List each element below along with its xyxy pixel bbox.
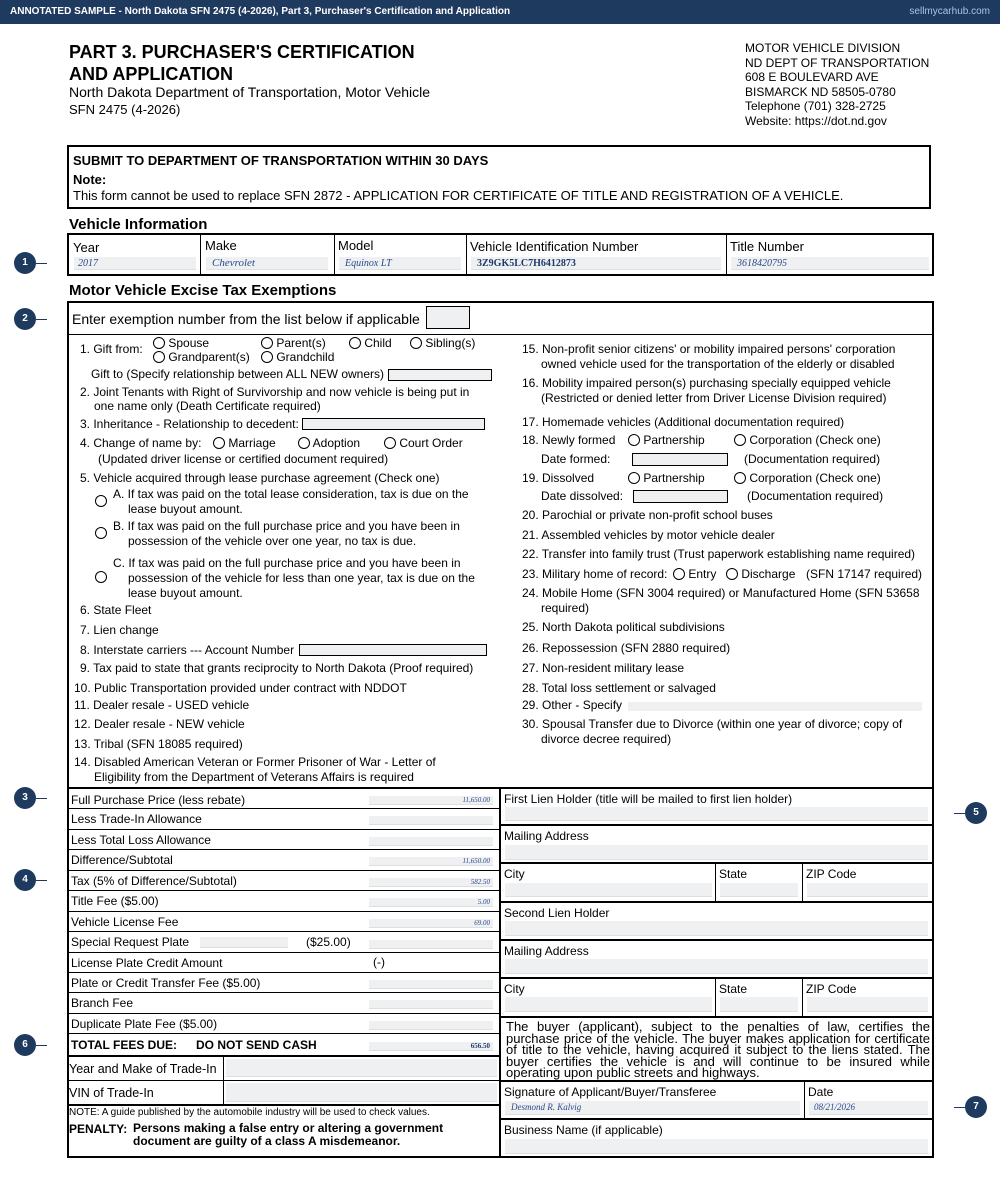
radio-icon[interactable]	[734, 434, 746, 446]
exemption-2-note: one name only (Death Certificate required)	[94, 399, 321, 413]
exemption-3: 3. Inheritance - Relationship to decedent:	[80, 417, 299, 431]
exemption-29: 29. Other - Specify	[522, 698, 623, 712]
name-change-marriage[interactable]	[213, 436, 276, 451]
exemption-6: 6. State Fleet	[80, 603, 152, 617]
first-zip-label: ZIP Code	[806, 867, 857, 881]
other-specify-field[interactable]	[628, 702, 922, 711]
dissolved-partnership[interactable]	[628, 471, 705, 486]
divider	[499, 787, 501, 1158]
divider	[68, 334, 932, 335]
exemption-27: 27. Non-resident military lease	[522, 661, 685, 675]
lease-a-line: lease buyout amount.	[128, 502, 243, 516]
special-plate-field[interactable]	[200, 937, 288, 948]
penalty-text	[133, 1122, 443, 1148]
second-zip-field[interactable]	[807, 997, 928, 1012]
name-change-adoption[interactable]	[298, 436, 360, 451]
second-zip-label: ZIP Code	[806, 982, 857, 996]
radio-icon[interactable]	[261, 351, 273, 363]
gift-to-field[interactable]	[388, 369, 492, 381]
option-label: Partnership	[643, 471, 705, 485]
military-requirement: (SFN 17147 required)	[806, 567, 923, 581]
annotation-marker-4: 4	[14, 869, 36, 891]
agency-line: Website: https://dot.nd.gov	[745, 113, 887, 128]
trade-in-year-make-label: Year and Make of Trade-In	[69, 1062, 217, 1076]
exemption-16-line: 16. Mobility impaired person(s) purchasing specially equipped vehicle	[522, 376, 891, 390]
lease-b-line: B. If tax was paid on the full purchase price and you have been in	[113, 519, 460, 533]
radio-icon[interactable]	[349, 337, 361, 349]
second-mailing-label: Mailing Address	[504, 944, 589, 958]
option-label: Marriage	[228, 436, 276, 450]
banner-site: sellmycarhub.com	[909, 6, 990, 17]
date-formed-label: Date formed:	[541, 452, 611, 466]
gift-option-grandchild[interactable]	[261, 350, 334, 365]
fee-label: Tax (5% of Difference/Subtotal)	[71, 874, 237, 888]
branch-fee-field[interactable]	[369, 1000, 493, 1009]
exemption-5: 5. Vehicle acquired through lease purchase agreement (Check one)	[80, 471, 440, 485]
exemption-30-line: divorce decree required)	[541, 732, 672, 746]
exemption-25: 25. North Dakota political subdivisions	[522, 620, 725, 634]
radio-icon[interactable]	[384, 437, 396, 449]
annotation-marker-2: 2	[14, 308, 36, 330]
exemption-15-line: 15. Non-profit senior citizens' or mobility impaired persons' corporation	[522, 342, 896, 356]
lease-option-a	[113, 487, 469, 517]
trade-in-vin-field[interactable]	[226, 1083, 497, 1102]
lease-option-c	[113, 556, 475, 601]
first-mailing-field[interactable]	[505, 845, 928, 860]
special-plate-amount-field[interactable]	[369, 940, 493, 949]
annotation-marker-5: 5	[965, 802, 987, 824]
penalty-label: PENALTY:	[69, 1122, 128, 1136]
exemption-15-line: owned vehicle used for the transportation of the elderly or disabled	[541, 357, 895, 371]
exemption-9: 9. Tax paid to state that grants reciprocity to North Dakota (Proof required)	[80, 661, 474, 675]
second-state-label: State	[719, 982, 748, 996]
fee-label: Vehicle License Fee	[71, 915, 179, 929]
gift-option-label: Child	[364, 336, 392, 350]
formed-partnership[interactable]	[628, 433, 705, 448]
gift-option-label: Grandchild	[276, 350, 335, 364]
transfer-fee-field[interactable]	[369, 980, 493, 989]
exemption-16	[522, 376, 891, 406]
exemption-2: 2. Joint Tenants with Right of Survivorship and now vehicle is being put in	[80, 385, 470, 399]
radio-icon[interactable]	[628, 434, 640, 446]
option-label: Court Order	[399, 436, 463, 450]
trade-in-allowance-field[interactable]	[369, 816, 493, 825]
lease-a-line: A. If tax was paid on the total lease consideration, tax is due on the	[113, 487, 469, 501]
vin-field[interactable]: 3Z9GK5LC7H6412873	[471, 257, 721, 270]
vehicle-heading: Vehicle Information	[69, 216, 208, 233]
second-city-field[interactable]	[505, 997, 712, 1012]
formed-corporation[interactable]	[734, 433, 881, 448]
year-field[interactable]: 2017	[74, 257, 196, 270]
exemption-14	[74, 755, 436, 785]
date-formed-field[interactable]	[632, 453, 728, 466]
valuation-note: NOTE: A guide published by the automobile industry will be used to check values.	[69, 1107, 430, 1118]
exemption-18: 18. Newly formed	[522, 433, 616, 447]
title-number-field[interactable]: 3618420795	[731, 257, 929, 270]
model-label: Model	[338, 238, 374, 253]
option-label: Discharge	[741, 567, 796, 581]
fee-label: Duplicate Plate Fee ($5.00)	[71, 1017, 218, 1031]
notice-box	[67, 145, 931, 209]
gift-to-label: Gift to (Specify relationship between ALL NEW owners)	[91, 367, 385, 381]
radio-icon[interactable]	[673, 568, 685, 580]
title-line-2: AND APPLICATION	[69, 64, 233, 84]
signature-field[interactable]: Desmond R. Kalvig	[505, 1101, 800, 1115]
exemptions-heading: Motor Vehicle Excise Tax Exemptions	[69, 282, 337, 299]
form-id: SFN 2475 (4-2026)	[69, 102, 181, 117]
exemption-13: 13. Tribal (SFN 18085 required)	[74, 737, 243, 751]
business-name-label: Business Name (if applicable)	[504, 1123, 663, 1137]
duplicate-plate-field[interactable]	[369, 1021, 493, 1030]
penalty-line: document are guilty of a class A misdemeanor.	[133, 1134, 401, 1148]
agency-line: Telephone (701) 328-2725	[745, 99, 886, 113]
exemption-24	[522, 586, 920, 616]
second-lien-label: Second Lien Holder	[504, 906, 610, 920]
radio-icon[interactable]	[410, 337, 422, 349]
exemption-number-field[interactable]	[426, 306, 470, 329]
credit-sign: (-)	[373, 955, 385, 969]
radio-icon[interactable]	[734, 472, 746, 484]
lease-option-b-radio[interactable]	[95, 527, 107, 539]
annotation-banner	[0, 0, 1000, 24]
agency-line: BISMARCK ND 58505-0780	[745, 84, 896, 99]
note-text: This form cannot be used to replace SFN 2872 - APPLICATION FOR CERTIFICATE OF TITLE AND REGISTRATION OF A VEHICLE.	[73, 188, 844, 203]
dissolved-corporation[interactable]	[734, 471, 881, 486]
gift-option-label: Sibling(s)	[425, 336, 476, 350]
fee-label: Difference/Subtotal	[71, 853, 173, 867]
gift-option-child[interactable]	[349, 336, 392, 351]
year-label: Year	[73, 240, 100, 255]
note-label: Note:	[73, 172, 107, 187]
vehicle-table	[67, 233, 934, 276]
page-subtitle: North Dakota Department of Transportation, Motor Vehicle	[69, 84, 431, 100]
radio-icon[interactable]	[261, 337, 273, 349]
exemption-19: 19. Dissolved	[522, 471, 595, 485]
military-entry[interactable]	[673, 567, 716, 582]
gift-option-label: Parent(s)	[276, 336, 326, 350]
exemption-16-line: (Restricted or denied letter from Driver License Division required)	[541, 391, 887, 405]
exemption-14-line: 14. Disabled American Veteran or Former Prisoner of War - Letter of	[74, 755, 436, 769]
date-dissolved-label: Date dissolved:	[541, 489, 624, 503]
annotation-marker-7: 7	[965, 1096, 987, 1118]
exemption-28: 28. Total loss settlement or salvaged	[522, 681, 716, 695]
exemption-30	[522, 717, 902, 747]
first-state-field[interactable]	[720, 883, 798, 897]
annotation-marker-3: 3	[14, 787, 36, 809]
fees-table	[68, 789, 499, 1032]
fee-label: Less Trade-In Allowance	[71, 812, 202, 826]
fee-label: License Plate Credit Amount	[71, 956, 223, 970]
gift-option-spouse[interactable]	[153, 336, 209, 351]
tax-field[interactable]: 582.50	[369, 878, 493, 887]
fee-label: Full Purchase Price (less rebate)	[71, 793, 246, 807]
vin-label: Vehicle Identification Number	[470, 239, 639, 254]
account-number-field[interactable]	[299, 644, 487, 656]
exemption-20: 20. Parochial or private non-profit school buses	[522, 508, 773, 522]
page-title	[69, 41, 415, 85]
total-fees-label: TOTAL FEES DUE:	[71, 1038, 178, 1052]
exemption-prompt: Enter exemption number from the list below if applicable	[72, 311, 420, 327]
exemption-4-note: (Updated driver license or certified document required)	[98, 452, 389, 466]
purchase-price-field[interactable]: 11,650.00	[369, 796, 493, 805]
subtotal-field[interactable]: 11,650.00	[369, 857, 493, 866]
exemption-24-line: 24. Mobile Home (SFN 3004 required) or Manufactured Home (SFN 53658	[522, 586, 920, 600]
first-zip-field[interactable]	[807, 883, 928, 897]
lease-b-line: possession of the vehicle over one year, no tax is due.	[128, 534, 417, 548]
certification-text: The buyer (applicant), subject to the penalties of law, certifies the purchase price of the vehicle. The buyer makes application for certificate of title to the vehicle, having acquired it subject to the liens stated. The buyer certifies the vehicle is and will continue to be insured while operating upon public streets and highways.	[506, 1019, 930, 1080]
lease-option-a-radio[interactable]	[95, 495, 107, 507]
plate-fee-amount: ($25.00)	[306, 935, 351, 949]
agency-line: 608 E BOULEVARD AVE	[745, 70, 879, 84]
notice-heading: SUBMIT TO DEPARTMENT OF TRANSPORTATION WITHIN 30 DAYS	[73, 153, 489, 168]
second-lien-field[interactable]	[505, 921, 928, 936]
exemption-8: 8. Interstate carriers --- Account Number	[80, 643, 295, 657]
license-fee-field[interactable]: 69.00	[369, 919, 493, 928]
exemption-4: 4. Change of name by:	[80, 436, 202, 450]
decedent-relationship-field[interactable]	[302, 418, 485, 430]
agency-line: MOTOR VEHICLE DIVISION	[745, 41, 901, 55]
no-cash-warning: DO NOT SEND CASH	[196, 1038, 317, 1052]
exemption-17: 17. Homemade vehicles (Additional documentation required)	[522, 415, 845, 429]
radio-icon[interactable]	[628, 472, 640, 484]
gift-option-grandparents[interactable]	[153, 350, 250, 365]
fee-label: Title Fee ($5.00)	[71, 894, 159, 908]
second-mailing-field[interactable]	[505, 959, 928, 974]
radio-icon[interactable]	[153, 351, 165, 363]
business-name-field[interactable]	[505, 1139, 928, 1154]
agency-line: ND DEPT OF TRANSPORTATION	[745, 55, 930, 70]
option-label: Entry	[688, 567, 717, 581]
military-discharge[interactable]	[726, 567, 795, 582]
first-city-label: City	[504, 867, 525, 881]
penalty-line: Persons making a false entry or altering a government	[133, 1121, 444, 1135]
gift-option-label: Grandparent(s)	[168, 350, 250, 364]
trade-in-year-make-field[interactable]	[226, 1059, 497, 1077]
exemption-11: 11. Dealer resale - USED vehicle	[74, 698, 250, 712]
make-label: Make	[205, 238, 237, 253]
exemption-10: 10. Public Transportation provided under contract with NDDOT	[74, 681, 407, 695]
model-field[interactable]: Equinox LT	[339, 257, 461, 270]
exemption-1: 1. Gift from:	[80, 342, 143, 356]
exemption-14-line: Eligibility from the Department of Veterans Affairs is required	[94, 770, 414, 784]
second-state-field[interactable]	[720, 997, 798, 1012]
exemption-30-line: 30. Spousal Transfer due to Divorce (within one year of divorce; copy of	[522, 717, 903, 731]
doc-required-label: (Documentation required)	[747, 489, 884, 503]
lease-c-line: lease buyout amount.	[128, 586, 243, 600]
second-city-label: City	[504, 982, 525, 996]
fee-label: Plate or Credit Transfer Fee ($5.00)	[71, 976, 261, 990]
exemption-24-line: required)	[541, 601, 590, 615]
radio-icon[interactable]	[726, 568, 738, 580]
radio-icon[interactable]	[213, 437, 225, 449]
first-mailing-label: Mailing Address	[504, 829, 589, 843]
total-loss-allowance-field[interactable]	[369, 837, 493, 846]
lease-c-line: C. If tax was paid on the full purchase price and you have been in	[113, 556, 461, 570]
option-label: Adoption	[312, 436, 361, 450]
option-label: Corporation (Check one)	[749, 433, 881, 447]
exemption-12: 12. Dealer resale - NEW vehicle	[74, 717, 245, 731]
title-fee-field[interactable]: 5.00	[369, 898, 493, 907]
gift-option-label: Spouse	[168, 336, 210, 350]
option-label: Partnership	[643, 433, 705, 447]
title-number-label: Title Number	[730, 239, 804, 254]
title-line-1: PART 3. PURCHASER'S CERTIFICATION	[69, 42, 415, 62]
radio-icon[interactable]	[298, 437, 310, 449]
first-lien-field[interactable]	[505, 807, 928, 821]
name-change-court-order[interactable]	[384, 436, 463, 451]
radio-icon[interactable]	[153, 337, 165, 349]
lease-option-b	[113, 519, 460, 549]
exemption-22: 22. Transfer into family trust (Trust paperwork establishing name required)	[522, 547, 916, 561]
annotation-marker-6: 6	[14, 1034, 36, 1056]
exemption-26: 26. Repossession (SFN 2880 required)	[522, 641, 731, 655]
exemption-21: 21. Assembled vehicles by motor vehicle dealer	[522, 528, 775, 542]
lease-c-line: possession of the vehicle for less than one year, tax is due on the	[128, 571, 475, 585]
date-dissolved-field[interactable]	[633, 490, 728, 503]
trade-in-vin-label: VIN of Trade-In	[69, 1086, 154, 1100]
exemption-7: 7. Lien change	[80, 623, 159, 637]
exemption-15	[522, 342, 895, 372]
exemption-23: 23. Military home of record:	[522, 567, 668, 581]
gift-option-siblings[interactable]	[410, 336, 475, 351]
first-state-label: State	[719, 867, 748, 881]
gift-option-parents[interactable]	[261, 336, 326, 351]
signature-label: Signature of Applicant/Buyer/Transferee	[504, 1085, 717, 1099]
first-city-field[interactable]	[505, 883, 712, 897]
agency-address	[745, 41, 929, 128]
option-label: Corporation (Check one)	[749, 471, 881, 485]
make-field[interactable]: Chevrolet	[206, 257, 328, 270]
fee-label: Branch Fee	[71, 996, 134, 1010]
date-field[interactable]: 08/21/2026	[809, 1101, 928, 1115]
first-lien-label: First Lien Holder (title will be mailed to first lien holder)	[504, 792, 793, 806]
banner-title: ANNOTATED SAMPLE - North Dakota SFN 2475 (4-2026), Part 3, Purchaser's Certification and Application	[10, 6, 511, 17]
lease-option-c-radio[interactable]	[95, 571, 107, 583]
fee-label: Special Request Plate	[71, 935, 190, 949]
annotation-marker-1: 1	[14, 252, 36, 274]
fee-label: Less Total Loss Allowance	[71, 833, 211, 847]
date-label: Date	[808, 1085, 834, 1099]
total-fees-field[interactable]: 656.50	[369, 1042, 493, 1051]
doc-required-label: (Documentation required)	[744, 452, 881, 466]
